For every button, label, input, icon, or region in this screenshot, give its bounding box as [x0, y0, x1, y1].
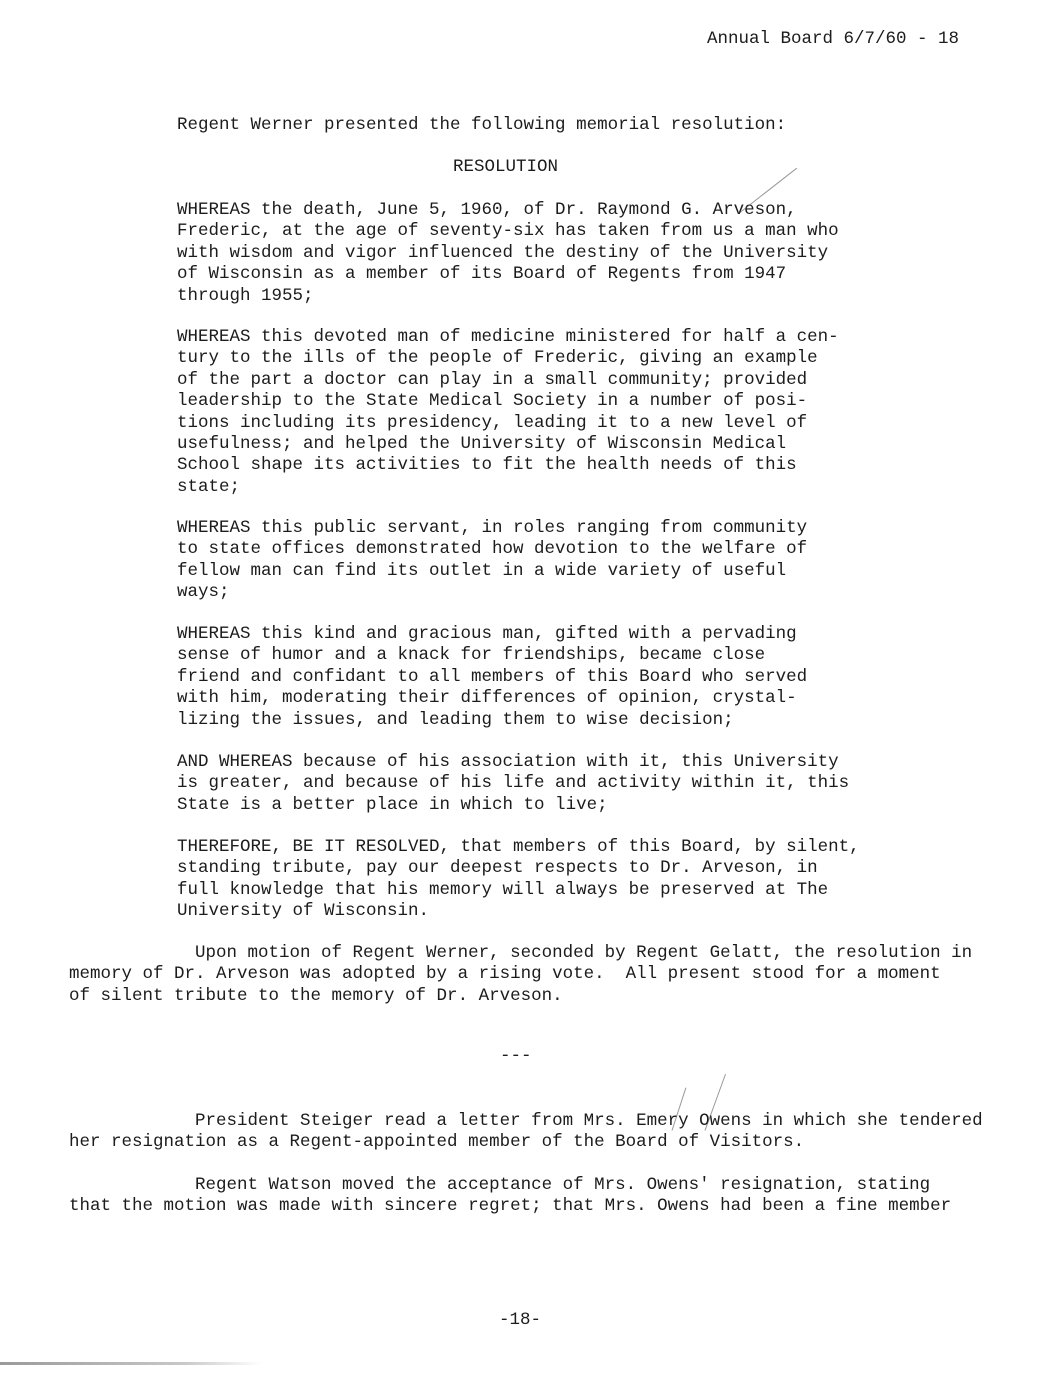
motion-paragraph: Upon motion of Regent Werner, seconded by Regent Gelatt, the resolution in memory of Dr. Arveson was adopted by a rising vote. All present stood for a moment of silent tribute to the memory of Dr. Arveson.	[69, 943, 973, 1006]
watson-motion-paragraph: Regent Watson moved the acceptance of Mrs. Owens' resignation, stating that the motion was made with sincere regret; that Mrs. Owens had been a fine member	[69, 1175, 952, 1217]
owens-letter-paragraph: President Steiger read a letter from Mrs. Emery Owens in which she tendered her resignation as a Regent-appointed member of the Board of Visitors.	[69, 1111, 983, 1153]
whereas-paragraph-public-servant: WHEREAS this public servant, in roles ranging from community to state offices demonstrated how devotion to the welfare of fellow man can find its outlet in a wide variety of useful ways;	[177, 518, 808, 603]
scan-edge-mark	[0, 1362, 262, 1365]
resolution-title: RESOLUTION	[453, 157, 559, 177]
whereas-paragraph-gracious-man: WHEREAS this kind and gracious man, gifted with a pervading sense of humor and a knack for friendships, became close friend and confidant to all members of this Board who served with him, moderating their differences of opinion, crystal- lizing the issues, and leading them to wise decision;	[177, 624, 808, 730]
resolved-paragraph: THEREFORE, BE IT RESOLVED, that members of this Board, by silent, standing tribute, pay our deepest respects to Dr. Arveson, in full knowledge that his memory will always be preserved at The University of Wisconsin.	[177, 837, 860, 922]
whereas-paragraph-medicine: WHEREAS this devoted man of medicine ministered for half a cen- tury to the ills of the people of Frederic, giving an example of the part a doctor can play in a small community; provided leadership to the State Medical Society in a number of posi- tions including its presidency, leading it to a new level of usefulness; and helped the University of Wisconsin Medical School shape its activities to fit the health needs of this state;	[177, 327, 839, 497]
page-header: Annual Board 6/7/60 - 18	[707, 29, 960, 49]
section-separator: ---	[500, 1046, 532, 1066]
whereas-paragraph-death: WHEREAS the death, June 5, 1960, of Dr. Raymond G. Arveson, Frederic, at the age of seventy-six has taken from us a man who with wisdom and vigor influenced the destiny of the University of Wisconsin as a member of its Board of Regents from 1947 through 1955;	[177, 200, 839, 306]
whereas-paragraph-association: AND WHEREAS because of his association with it, this University is greater, and because of his life and activity within it, this State is a better place in which to live;	[177, 752, 850, 815]
page-number: -18-	[499, 1310, 542, 1330]
intro-line: Regent Werner presented the following memorial resolution:	[177, 115, 787, 135]
